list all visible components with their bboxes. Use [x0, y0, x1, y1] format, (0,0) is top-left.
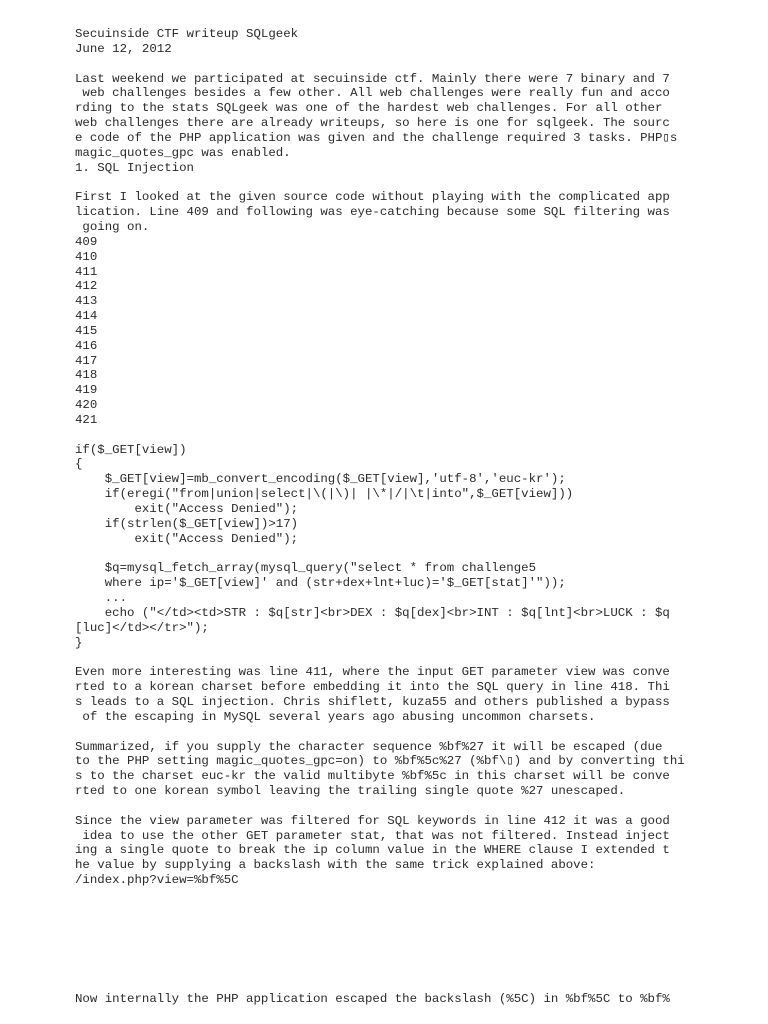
intro-paragraph	[75, 72, 715, 176]
paragraph-5	[75, 992, 715, 1007]
spacer	[75, 428, 715, 443]
text-line: rted to a korean charset before embedding it into the SQL query in line 418. Thi	[75, 680, 670, 695]
line-number: 421	[75, 412, 98, 427]
code-line: if(strlen($_GET[view])>17)	[75, 516, 299, 531]
line-number: 413	[75, 294, 98, 309]
text-line: web challenges there are already writeups, so here is one for sqlgeek. The sourc	[75, 116, 670, 131]
line-number: 419	[75, 383, 98, 398]
line-number: 418	[75, 368, 98, 383]
code-line: echo ("</td><td>STR : $q[str]<br>DEX : $q[dex]<br>INT : $q[lnt]<br>LUCK : $q	[75, 605, 670, 620]
text-line: Now internally the PHP application escaped the backslash (%5C) in %bf%5C to %bf%	[75, 991, 670, 1006]
text-line: rted to one korean symbol leaving the trailing single quote %27 unescaped.	[75, 784, 626, 799]
text-line: magic_quotes_gpc was enabled.	[75, 145, 291, 160]
code-line: {	[75, 457, 83, 472]
text-line: Last weekend we participated at secuinside ctf. Mainly there were 7 binary and 7	[75, 71, 670, 86]
text-line: Since the view parameter was filtered for SQL keywords in line 412 it was a good	[75, 813, 670, 828]
spacer	[75, 175, 715, 190]
line-number: 410	[75, 249, 98, 264]
document-date: June 12, 2012	[75, 41, 172, 56]
line-number: 411	[75, 264, 98, 279]
code-block	[75, 443, 715, 651]
code-line: if($_GET[view])	[75, 442, 187, 457]
text-line: s to the charset euc-kr the valid multibyte %bf%5c in this charset will be conve	[75, 769, 670, 784]
line-number: 415	[75, 323, 98, 338]
code-line: if(eregi("from|union|select|\(|\)| |\*|/|\t|into",$_GET[view]))	[75, 487, 574, 502]
code-line: ...	[75, 591, 128, 606]
code-line: $q=mysql_fetch_array(mysql_query("select * from challenge5	[75, 561, 537, 576]
text-line: he value by supplying a backslash with the same trick explained above:	[75, 858, 596, 873]
code-line: exit("Access Denied");	[75, 531, 299, 546]
code-line: where ip='$_GET[view]' and (str+dex+lnt+luc)='$_GET[stat]'"));	[75, 576, 566, 591]
code-line: exit("Access Denied");	[75, 502, 299, 516]
line-number: 417	[75, 353, 98, 368]
line-number: 412	[75, 279, 98, 294]
document-title: Secuinside CTF writeup SQLgeek	[75, 27, 299, 41]
document-page	[75, 27, 715, 1007]
text-line: Even more interesting was line 411, where the input GET parameter view was conve	[75, 665, 670, 680]
paragraph-2	[75, 665, 715, 724]
line-number: 420	[75, 398, 98, 413]
spacer	[75, 888, 715, 992]
text-line: to the PHP setting magic_quotes_gpc=on) to %bf%5c%27 (%bf\▯) and by converting thi	[75, 754, 685, 769]
text-line: idea to use the other GET parameter stat, that was not filtered. Instead inject	[75, 828, 670, 843]
section1-paragraph	[75, 190, 715, 235]
spacer	[75, 650, 715, 665]
line-numbers	[75, 235, 715, 428]
code-line: }	[75, 635, 83, 650]
text-line: First I looked at the given source code without playing with the complicated app	[75, 190, 670, 205]
text-line: e code of the PHP application was given and the challenge required 3 tasks. PHP▯s	[75, 130, 678, 145]
spacer	[75, 725, 715, 740]
header	[75, 27, 715, 57]
text-line: going on.	[75, 219, 150, 234]
url-line: /index.php?view=%bf%5C	[75, 873, 239, 888]
text-line: Summarized, if you supply the character sequence %bf%27 it will be escaped (due	[75, 739, 663, 754]
line-number: 409	[75, 234, 98, 249]
paragraph-3	[75, 740, 715, 799]
code-line: [luc]</td></tr>");	[75, 620, 209, 635]
line-number: 414	[75, 309, 98, 324]
line-number: 416	[75, 338, 98, 353]
code-line: $_GET[view]=mb_convert_encoding($_GET[view],'utf-8','euc-kr');	[75, 472, 566, 487]
text-line: ing a single quote to break the ip column value in the WHERE clause I extended t	[75, 843, 670, 858]
code-line	[75, 547, 715, 562]
section-heading: 1. SQL Injection	[75, 160, 194, 175]
text-line: s leads to a SQL injection. Chris shiflett, kuza55 and others published a bypass	[75, 694, 670, 709]
spacer	[75, 57, 715, 72]
text-line: web challenges besides a few other. All web challenges were really fun and acco	[75, 86, 670, 101]
spacer	[75, 799, 715, 814]
text-line: lication. Line 409 and following was eye-catching because some SQL filtering was	[75, 205, 670, 220]
text-line: of the escaping in MySQL several years ago abusing uncommon charsets.	[75, 709, 596, 724]
text-line: rding to the stats SQLgeek was one of the hardest web challenges. For all other	[75, 101, 663, 116]
paragraph-4	[75, 814, 715, 888]
